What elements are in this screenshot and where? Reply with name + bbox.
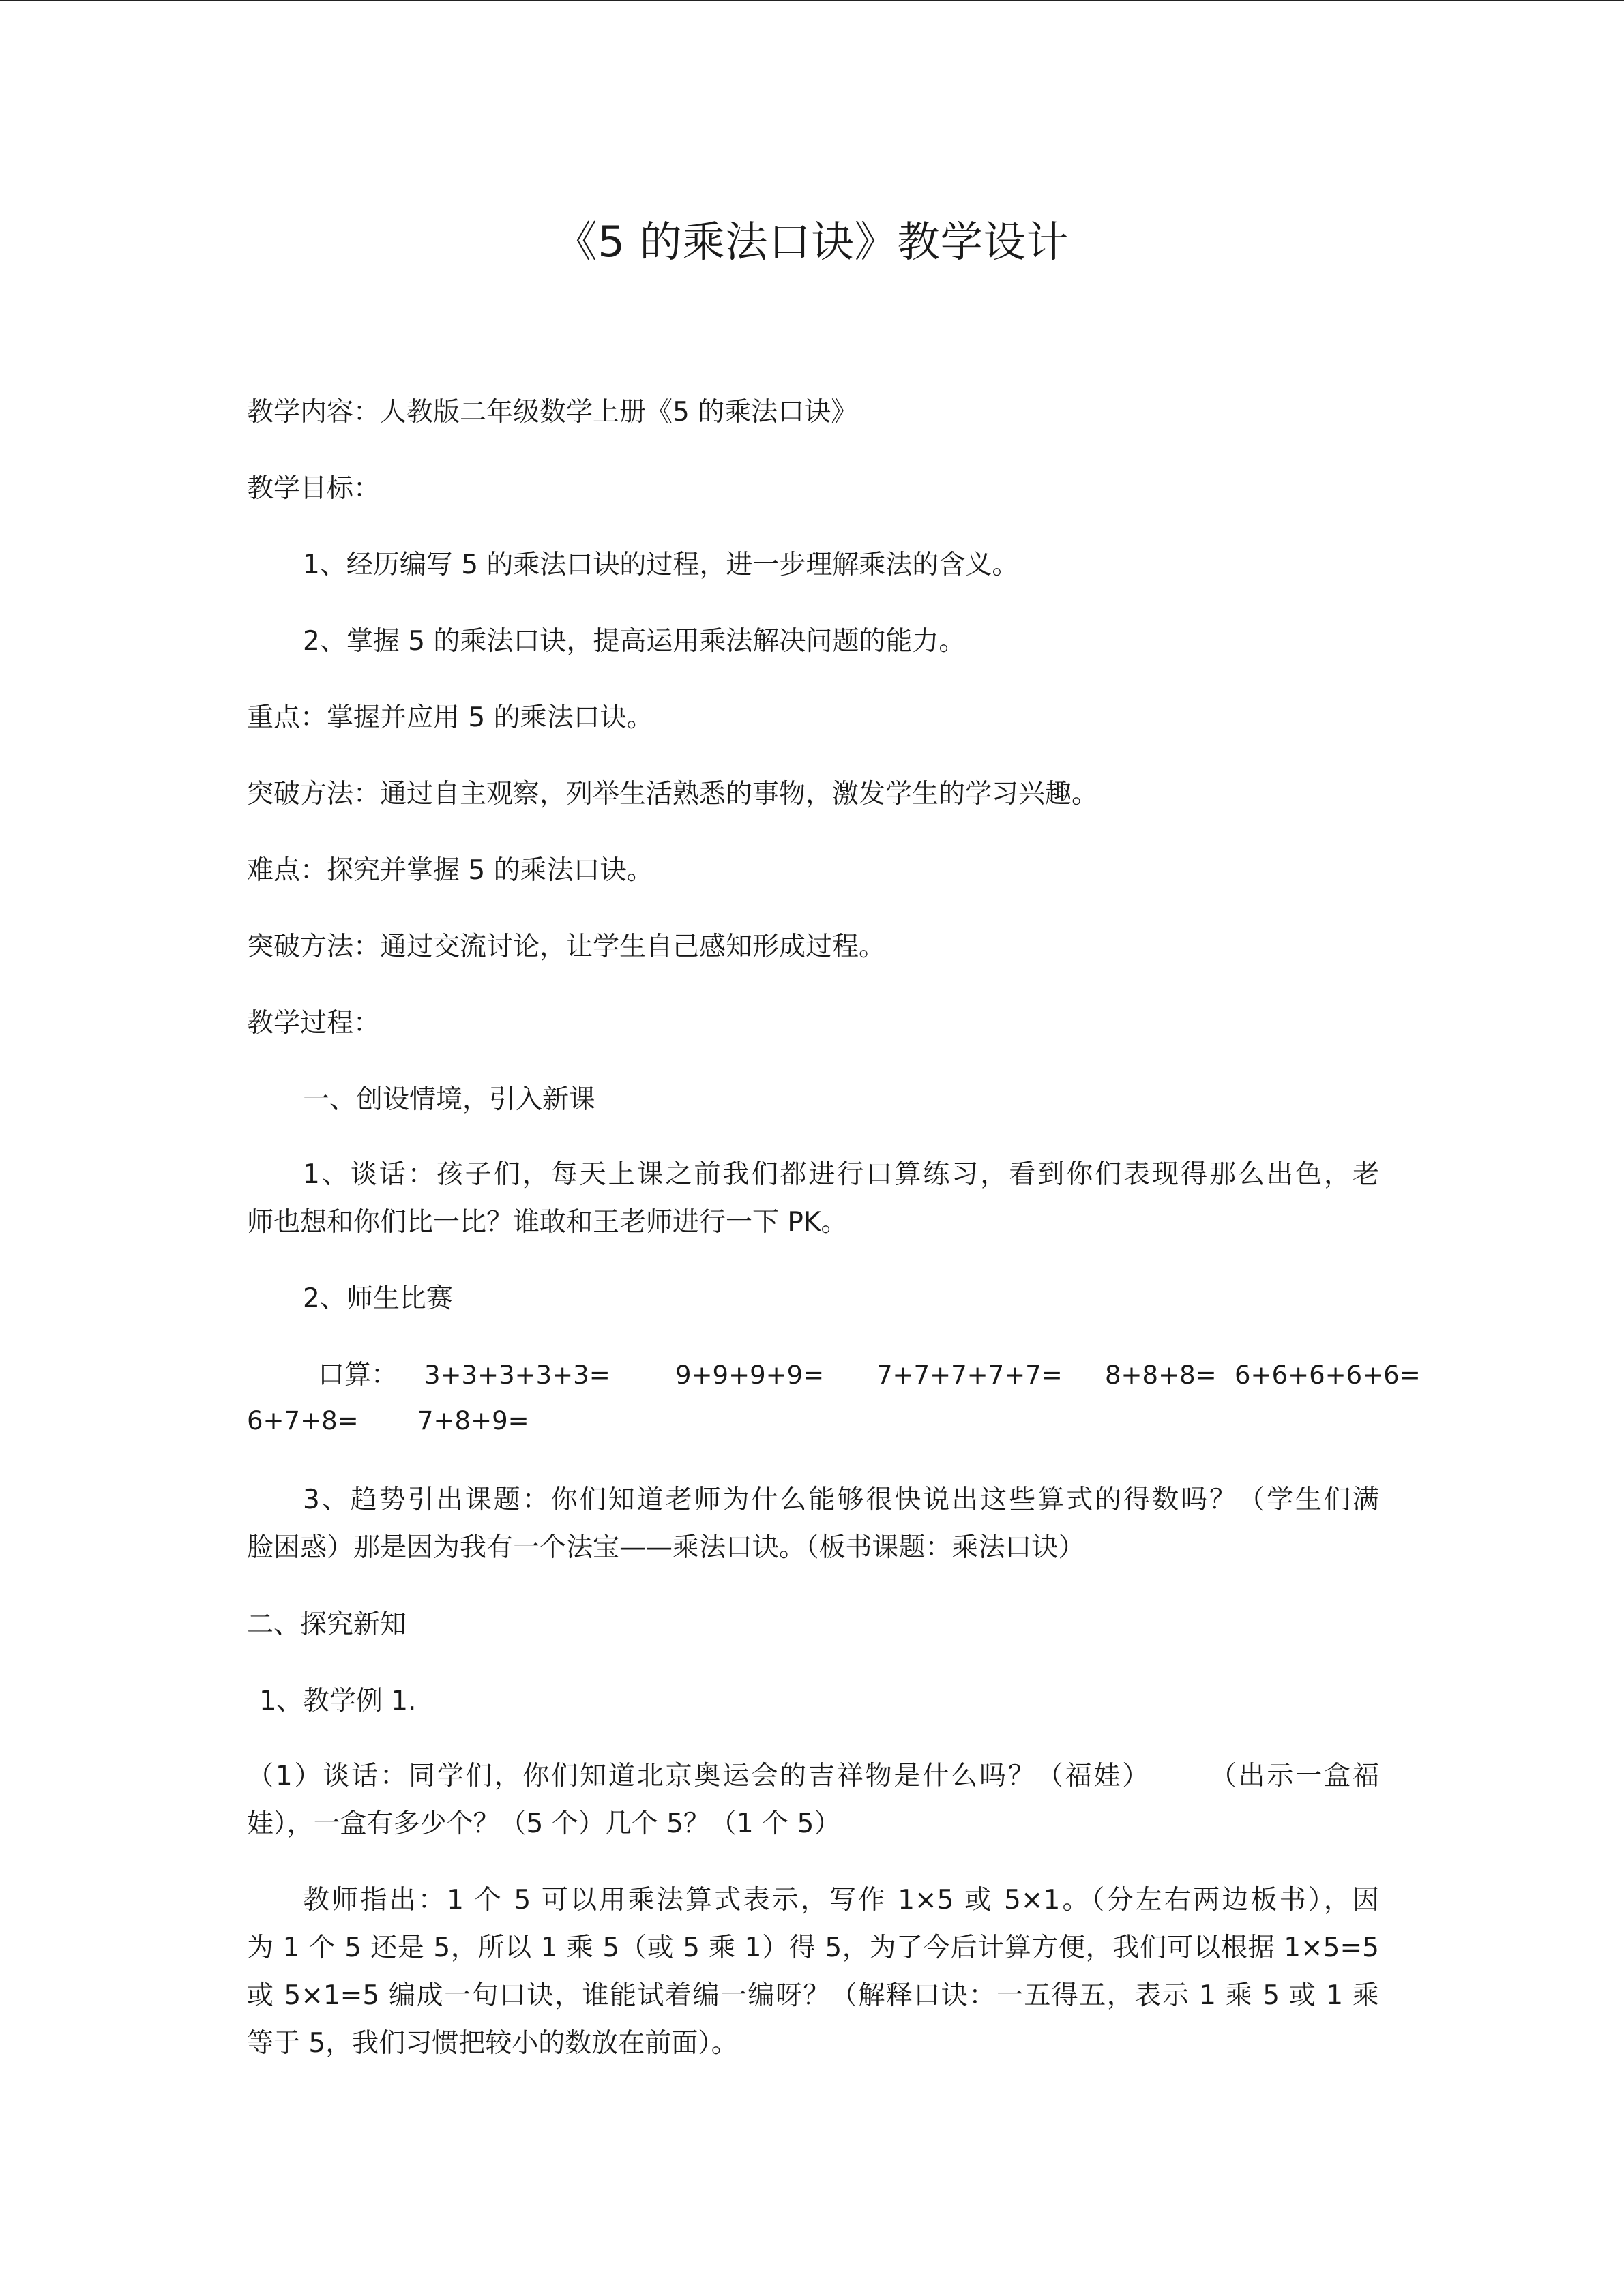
teaching-goals-label: 教学目标： bbox=[247, 473, 381, 504]
calc-item: 7+8+9= bbox=[417, 1406, 529, 1435]
calc-item: 6+6+6+6+6= bbox=[1235, 1360, 1421, 1390]
teacher-line-2: 为 1 个 5 还是 5，所以 1 乘 5（或 5 乘 1）得 5，为了今后计算方便，我们可以根据 1×5=5 bbox=[247, 1933, 1379, 1963]
goal-1: 1、经历编写 5 的乘法口诀的过程，进一步理解乘法的含义。 bbox=[303, 550, 1019, 580]
calc-item: 6+7+8= bbox=[247, 1406, 359, 1435]
teaching-process-label: 教学过程： bbox=[247, 1008, 381, 1039]
section-2-heading: 二、探究新知 bbox=[247, 1609, 407, 1640]
question-line-1: （1）谈话：同学们，你们知道北京奥运会的吉祥物是什么吗？（福娃） （出示一盒福 bbox=[247, 1761, 1379, 1791]
document-title: 《5 的乘法口诀》教学设计 bbox=[555, 217, 1069, 267]
teacher-paragraph bbox=[247, 1877, 1379, 2068]
teaching-content: 教学内容：人教版二年级数学上册《5 的乘法口诀》 bbox=[247, 397, 858, 428]
difficulty: 难点：探究并掌握 5 的乘法口诀。 bbox=[247, 855, 653, 886]
key-point-method: 突破方法：通过自主观察，列举生活熟悉的事物，激发学生的学习兴趣。 bbox=[247, 779, 1099, 809]
teacher-line-3: 或 5×1=5 编成一句口诀，谁能试着编一编呀？（解释口诀：一五得五，表示 1 乘 5 或 1 乘 bbox=[247, 1980, 1379, 2011]
key-point: 重点：掌握并应用 5 的乘法口诀。 bbox=[247, 702, 653, 733]
contest-heading: 2、师生比赛 bbox=[303, 1283, 453, 1314]
calc-item: 9+9+9+9= bbox=[675, 1360, 825, 1390]
difficulty-method: 突破方法：通过交流讨论，让学生自己感知形成过程。 bbox=[247, 931, 886, 962]
goal-2: 2、掌握 5 的乘法口诀，提高运用乘法解决问题的能力。 bbox=[303, 626, 966, 657]
calc-item: 3+3+3+3+3= bbox=[424, 1360, 610, 1390]
section-1-heading: 一、创设情境，引入新课 bbox=[303, 1084, 596, 1115]
example-heading: 1、教学例 1. bbox=[259, 1686, 417, 1716]
teacher-line-4: 等于 5，我们习惯把较小的数放在前面）。 bbox=[247, 2028, 738, 2059]
intro-line-1: 3、趋势引出课题：你们知道老师为什么能够很快说出这些算式的得数吗？（学生们满 bbox=[303, 1485, 1379, 1515]
question-line-2: 娃），一盒有多少个？（5 个）几个 5？（1 个 5） bbox=[247, 1808, 841, 1839]
intro-line-2: 脸困惑）那是因为我有一个法宝——乘法口诀。（板书课题：乘法口诀） bbox=[247, 1532, 1085, 1563]
talk-line-1: 1、谈话：孩子们，每天上课之前我们都进行口算练习，看到你们表现得那么出色，老 bbox=[303, 1159, 1379, 1190]
teacher-line-1: 教师指出：1 个 5 可以用乘法算式表示，写作 1×5 或 5×1。（分左右两边板书），因 bbox=[303, 1885, 1379, 1915]
calc-item: 8+8+8= bbox=[1105, 1360, 1217, 1390]
talk-line-2: 师也想和你们比一比？谁敢和王老师进行一下 PK。 bbox=[247, 1207, 848, 1238]
question-paragraph bbox=[247, 1753, 1379, 1848]
calc-item: 7+7+7+7+7= bbox=[876, 1360, 1063, 1390]
intro-paragraph bbox=[247, 1476, 1379, 1572]
talk-paragraph bbox=[247, 1151, 1379, 1247]
mental-math-label: 口算： bbox=[318, 1360, 398, 1390]
